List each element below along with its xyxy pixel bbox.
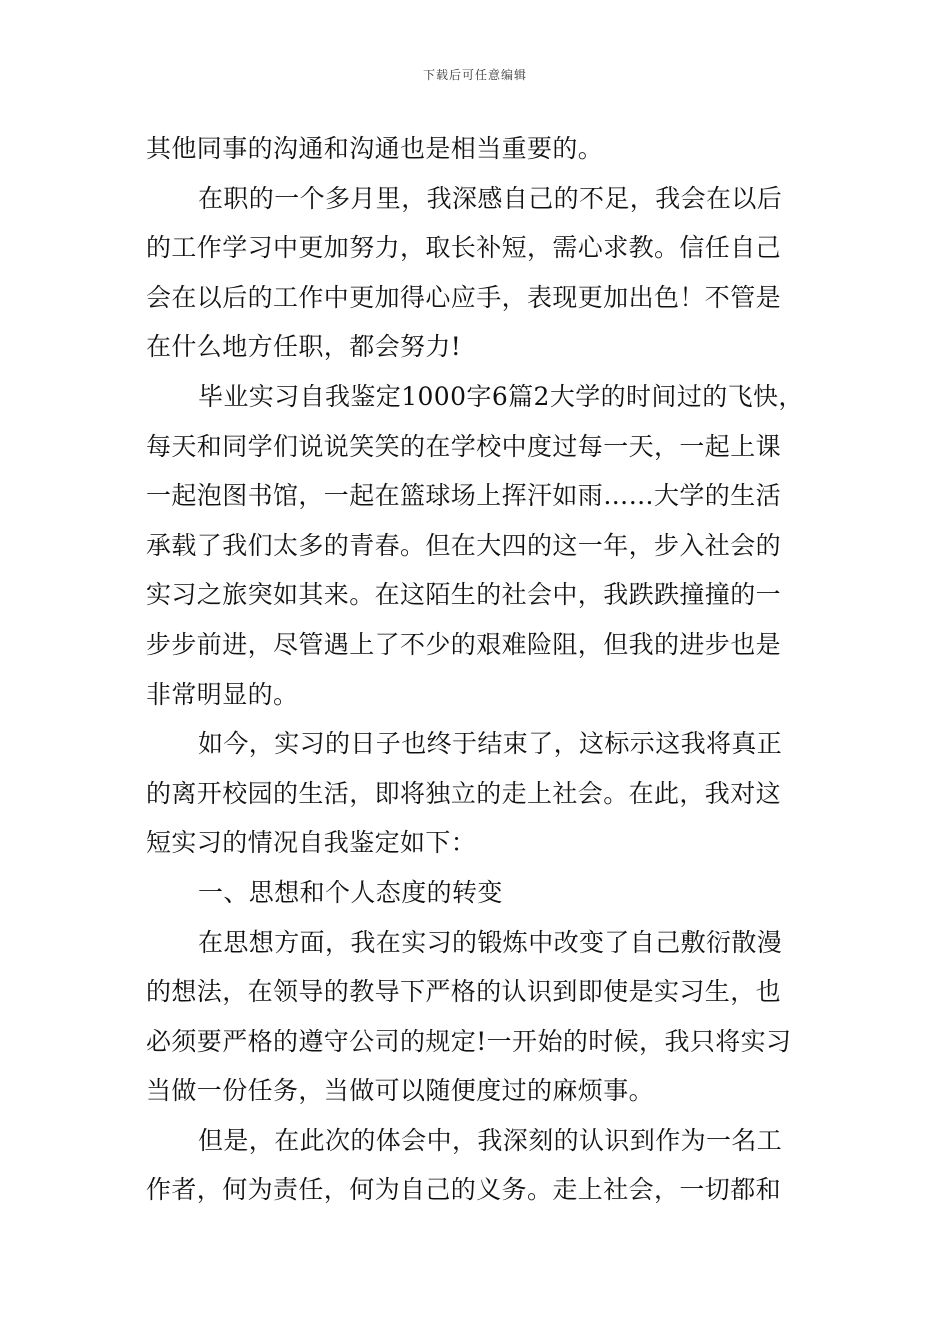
download-note: 下载后可任意编辑 [422, 68, 527, 82]
text-line: 每天和同学们说说笑笑的在学校中度过每一天，一起上课 [146, 431, 782, 461]
text-line: 的工作学习中更加努力，取长补短，需心求教。信任自己 [146, 233, 782, 263]
text-line: 的离开校园的生活，即将独立的走上社会。在此，我对这 [146, 778, 782, 808]
text-line: 作者，何为责任，何为自己的义务。走上社会，一切都和 [146, 1175, 782, 1205]
text-line: 如今，实习的日子也终于结束了，这标示这我将真正 [198, 729, 783, 759]
document-body [146, 124, 814, 1215]
text-line: 必须要严格的遵守公司的规定!一开始的时候，我只将实习 [146, 1026, 792, 1056]
text-line: 的想法，在领导的教导下严格的认识到即使是实习生，也 [146, 977, 782, 1007]
section-heading: 一、思想和个人态度的转变 [198, 877, 503, 907]
text-line: 在什么地方任职，都会努力! [146, 332, 462, 362]
text-line: 步步前进，尽管遇上了不少的艰难险阻，但我的进步也是 [146, 629, 782, 659]
text-line: 会在以后的工作中更加得心应手，表现更加出色！不管是 [146, 282, 782, 312]
text-line: 非常明显的。 [146, 679, 299, 709]
text-line: 一起泡图书馆，一起在篮球场上挥汗如雨……大学的生活 [146, 481, 782, 511]
text-line: 实习之旅突如其来。在这陌生的社会中，我跌跌撞撞的一 [146, 580, 782, 610]
text-line: 承载了我们太多的青春。但在大四的这一年，步入社会的 [146, 530, 782, 560]
text-line: 在职的一个多月里，我深感自己的不足，我会在以后 [198, 183, 783, 213]
text-line: 毕业实习自我鉴定1000字6篇2大学的时间过的飞快， [198, 381, 804, 411]
text-line: 但是，在此次的体会中，我深刻的认识到作为一名工 [198, 1125, 783, 1155]
text-line: 在思想方面，我在实习的锻炼中改变了自己敷衍散漫 [198, 927, 783, 957]
text-line: 短实习的情况自我鉴定如下： [146, 828, 477, 858]
text-line: 其他同事的沟通和沟通也是相当重要的。 [146, 134, 604, 163]
text-line: 当做一份任务，当做可以随便度过的麻烦事。 [146, 1076, 655, 1106]
